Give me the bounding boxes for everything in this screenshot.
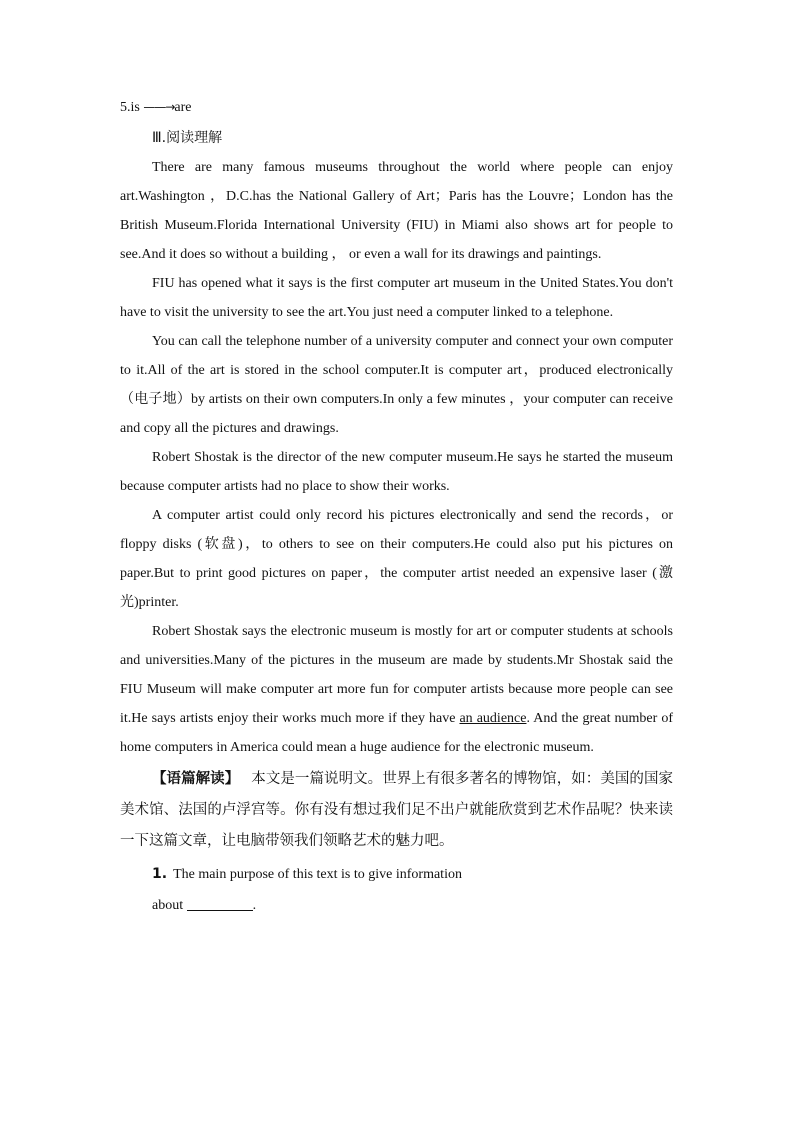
document-page — [120, 96, 673, 921]
analysis-label: 【语篇解读】 — [152, 771, 240, 787]
paragraph-6-text: Robert Shostak says the electronic museum is mostly for art or computer students at schools and universities.Many of the pictures in the museum are made by students.Mr Shostak said the FIU Museum will make computer art more fun for computer artists because more people can see it.He says artists enjoy their works much more if they have — [120, 624, 673, 726]
answer-line — [120, 96, 673, 119]
analysis-text: 本文是一篇说明文。世界上有很多著名的博物馆，如：美国的国家美术馆、法国的卢浮宫等。你有没有想过我们足不出户就能欣赏到艺术作品呢？快来读一下这篇文章，让电脑带领我们领略艺术的魅力吧。 — [120, 771, 674, 849]
passage-analysis — [120, 764, 673, 857]
question-number: 1. — [152, 866, 168, 882]
answer-blank — [187, 896, 253, 911]
question-line-2: about — [152, 898, 184, 913]
answer-prefix: 5.is — [120, 100, 140, 115]
passage-paragraph-2: FIU has opened what it says is the first computer art museum in the United States.You don't have to visit the university to see the art.You just need a computer linked to a telephone. — [120, 276, 673, 320]
section-heading: Ⅲ.阅读理解 — [152, 130, 223, 146]
answer-suffix: are — [174, 100, 192, 115]
passage-paragraph-3: You can call the telephone number of a university computer and connect your own computer to it.All of the art is stored in the school computer.It is computer art，produced electronically （电子地）by artists on their own computers.In only a few minutes ，your computer can receive and copy all the pictures and drawings. — [120, 334, 673, 436]
paragraph-6-ending: . And the great number of home computers in America could mean a huge audience for the electronic museum. — [120, 711, 673, 755]
passage-paragraph-4: Robert Shostak is the director of the new computer museum.He says he started the museum because computer artists had no place to show their works. — [120, 450, 673, 494]
passage-paragraph-5: A computer artist could only record his pictures electronically and send the records，or floppy disks (软盘)，to others to see on their computers.He could also put his pictures on paper.But to print good pictures on paper，the computer artist needed an expensive laser (激光)printer. — [120, 508, 673, 610]
question-line-1: The main purpose of this text is to give information — [173, 867, 462, 882]
question-end: . — [252, 898, 257, 913]
question-1 — [152, 859, 673, 921]
arrow-icon: ——→ — [143, 100, 175, 114]
underlined-phrase: an audience — [459, 711, 527, 726]
passage-paragraph-6 — [120, 617, 673, 762]
passage-paragraph-1: There are many famous museums throughout the world where people can enjoy art.Washington ，D.C.has the National Gallery of Art；Paris has the Louvre；London has the British Museum.Florida International University (FIU) in Miami also shows art for people to see.And it does so without a building ， or even a wall for its drawings and paintings. — [120, 160, 673, 262]
